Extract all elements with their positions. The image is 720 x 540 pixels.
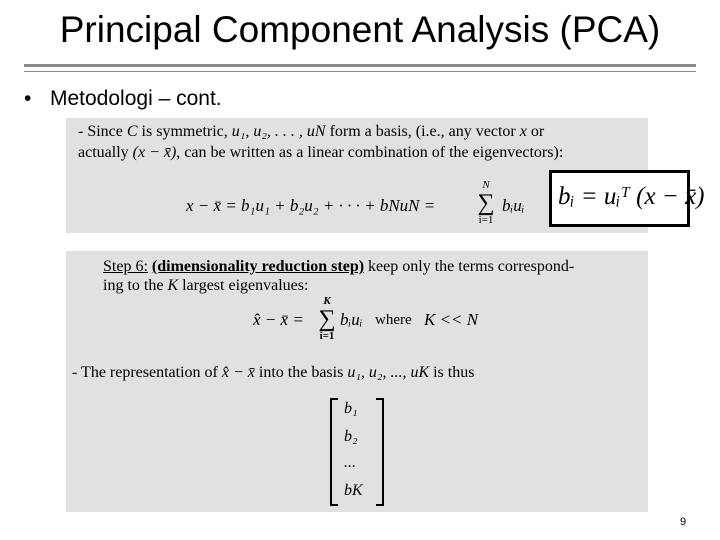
math-basis: u₁, u₂, . . . , uN xyxy=(231,123,326,140)
math-rep: x̂ − x̄ xyxy=(221,364,255,381)
highlighted-equation-box xyxy=(549,170,705,227)
title-rule-thick xyxy=(24,64,696,67)
text: ing to the xyxy=(103,277,164,294)
title-rule-thin xyxy=(24,71,696,72)
reduced-lhs: x̂ − x̄ = xyxy=(253,310,304,329)
representation-line xyxy=(72,362,474,383)
sigma: ∑ xyxy=(318,306,336,332)
panel1-line2 xyxy=(78,142,563,163)
text: - Since xyxy=(78,123,123,140)
text: form a basis, (i.e., any vector xyxy=(329,123,516,140)
sum-symbol xyxy=(472,180,500,226)
page-number: 9 xyxy=(680,516,687,528)
math-basis-k: u₁, u₂, ..., uK xyxy=(347,364,430,381)
left-bracket xyxy=(330,398,338,506)
text: into the basis xyxy=(258,364,344,381)
text: - The representation of xyxy=(72,364,218,381)
sum-symbol-k xyxy=(314,296,340,342)
where-text: where xyxy=(375,312,412,328)
bullet-dot: • xyxy=(24,87,32,110)
text: or xyxy=(530,123,545,140)
vector-entry: ... xyxy=(344,454,356,471)
text: keep only the terms correspond- xyxy=(368,258,575,275)
text: , can be written as a linear combination of the eigenvectors): xyxy=(176,144,564,161)
sum-lower: i=1 xyxy=(478,214,494,226)
text: is symmetric, xyxy=(141,123,228,140)
right-bracket xyxy=(376,398,384,506)
math-x: x xyxy=(519,123,527,140)
vector-entry: bK xyxy=(344,482,363,499)
bullet-item xyxy=(24,86,222,112)
coefficient-vector xyxy=(330,398,384,506)
sum-upper: K xyxy=(323,295,331,307)
text: actually xyxy=(78,144,129,161)
k-condition: K << N xyxy=(424,310,479,329)
sum-lower: i=1 xyxy=(319,330,335,342)
text: largest eigenvalues: xyxy=(182,277,309,294)
slide-title: Principal Component Analysis (PCA) xyxy=(59,9,661,50)
step-line xyxy=(103,256,574,277)
vector-entry: b₂ xyxy=(344,428,358,445)
vector-entry: b₁ xyxy=(344,400,358,417)
sum-term: bᵢuᵢ xyxy=(502,196,525,215)
step-label: Step 6: xyxy=(103,258,148,275)
text: is thus xyxy=(433,364,475,381)
math-c: C xyxy=(126,123,138,140)
step-title: (dimensionality reduction step) xyxy=(151,258,365,275)
sigma: ∑ xyxy=(477,190,495,216)
panel1-line1 xyxy=(78,121,544,142)
math-x-minus-mean: (x − x̄) xyxy=(132,144,177,161)
step-line2 xyxy=(103,275,308,296)
sum-upper: N xyxy=(482,179,490,191)
expansion-equation: x − x̄ = b₁u₁ + b₂u₂ + · · · + bNuN = xyxy=(186,196,436,215)
reduced-term: bᵢuᵢ xyxy=(340,310,363,329)
coefficient-equation: bᵢ = uᵢᵀ (x − x̄) xyxy=(558,183,705,210)
bullet-text: Metodologi – cont. xyxy=(50,87,222,110)
math-k: K xyxy=(167,277,179,294)
